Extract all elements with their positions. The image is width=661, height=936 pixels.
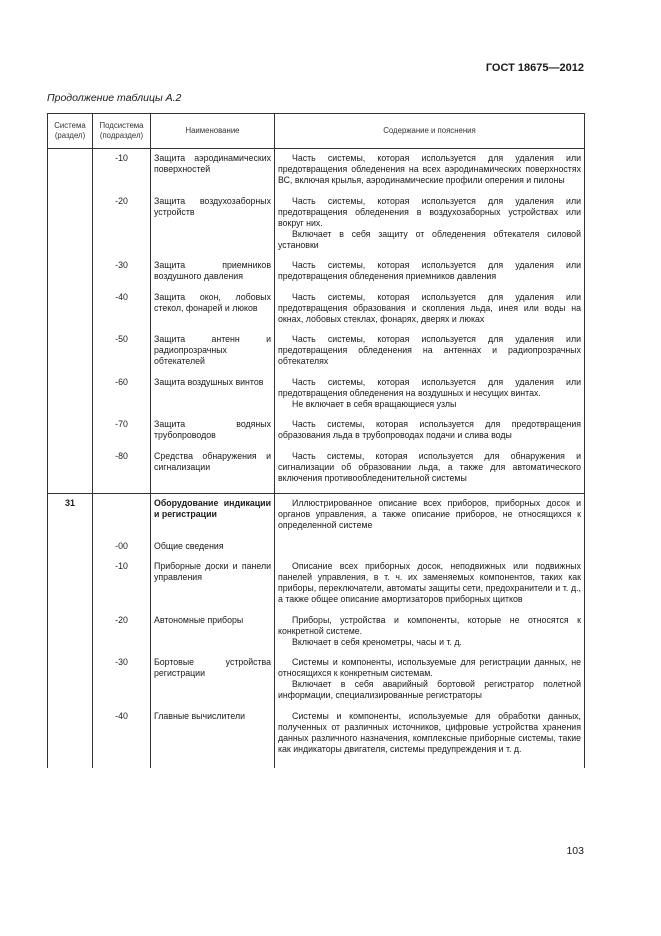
table-row <box>48 451 585 494</box>
table-row <box>48 541 585 562</box>
spacer-cell <box>93 764 151 768</box>
name-cell: Защита антенн и радиопрозрачных обтекателей <box>151 334 275 377</box>
subsystem-cell: -40 <box>93 292 151 335</box>
table-end-row <box>48 764 585 768</box>
subsystem-cell: -20 <box>93 615 151 658</box>
system-cell <box>48 711 93 765</box>
subsystem-cell: -50 <box>93 334 151 377</box>
description-paragraph: Часть системы, которая используется для удаления или предотвращения обледенения на воздушных и несущих винтах. <box>278 376 581 398</box>
description-paragraph: Часть системы, которая используется для обнаружения и сигнализации об образовании льда, а также для автоматического включения противообледенительной системы <box>278 450 581 483</box>
description-paragraph: Часть системы, которая используется для удаления или предотвращения обледенения в воздухозаборных устройствах или вокруг них. <box>278 195 581 228</box>
name-cell: Общие сведения <box>151 541 275 562</box>
description-paragraph: Часть системы, которая используется для удаления или предотвращения образования и скопления льда, инея или воды на окнах, лобовых стеклах, фонарях, дверях и люках <box>278 291 581 324</box>
subsystem-cell: -40 <box>93 711 151 765</box>
system-cell <box>48 657 93 711</box>
table-row <box>48 615 585 658</box>
name-cell: Защита окон, лобовых стекол, фонарей и люков <box>151 292 275 335</box>
description-cell <box>275 657 585 711</box>
description-paragraph: Не включает в себя вращающиеся узлы <box>292 398 457 409</box>
spacer-cell <box>48 764 93 768</box>
description-paragraph: Приборы, устройства и компоненты, которые не относятся к конкретной системе. <box>278 614 581 636</box>
name-cell: Главные вычислители <box>151 711 275 765</box>
subsystem-cell: -10 <box>93 153 151 196</box>
system-cell <box>48 419 93 451</box>
subsystem-cell: -30 <box>93 657 151 711</box>
standard-designation: ГОСТ 18675—2012 <box>485 62 584 74</box>
system-cell <box>48 615 93 658</box>
table-row <box>48 377 585 420</box>
table-row <box>48 711 585 765</box>
spacer-cell <box>275 764 585 768</box>
name-cell: Защита водяных трубопроводов <box>151 419 275 451</box>
table-row <box>48 419 585 451</box>
subsystem-cell: -80 <box>93 451 151 494</box>
table-row <box>48 334 585 377</box>
description-paragraph: Описание всех приборных досок, неподвижных или подвижных панелей управления, в т. ч. их заменяемых компонентов, таких как приборы, переключатели, автоматы защиты сети, предохранители и т. д., а также общее описание амортизаторов приборных щитков <box>278 561 581 604</box>
column-header-name: Наименование <box>151 114 275 149</box>
table-header-row <box>48 114 585 149</box>
description-paragraph: Включает в себя кренометры, часы и т. д. <box>292 636 462 647</box>
description-cell <box>275 451 585 494</box>
description-cell <box>275 419 585 451</box>
subsystem-cell: -20 <box>93 196 151 261</box>
system-cell <box>48 541 93 562</box>
table-row <box>48 196 585 261</box>
description-cell <box>275 711 585 765</box>
name-cell: Бортовые устройства регистрации <box>151 657 275 711</box>
column-header-description: Содержание и пояснения <box>275 114 585 149</box>
description-cell <box>275 260 585 292</box>
description-cell <box>275 292 585 335</box>
system-cell <box>48 377 93 420</box>
description-paragraph: Включает в себя аварийный бортовой регистратор полетной информации, специализированные регистраторы <box>278 679 581 700</box>
description-cell <box>275 377 585 420</box>
description-paragraph: Системы и компоненты, используемые для регистрации данных, не относящихся к конкретным системам. <box>278 657 581 678</box>
systems-table <box>47 113 585 768</box>
table-body <box>48 149 585 769</box>
system-cell <box>48 292 93 335</box>
name-cell: Приборные доски и панели управления <box>151 561 275 615</box>
name-cell: Автономные приборы <box>151 615 275 658</box>
description-cell <box>275 196 585 261</box>
subsystem-cell: -60 <box>93 377 151 420</box>
subsystem-cell: -70 <box>93 419 151 451</box>
system-cell <box>48 451 93 494</box>
table-row <box>48 292 585 335</box>
subsystem-cell <box>93 498 151 541</box>
subsystem-cell: -00 <box>93 541 151 562</box>
name-cell: Защита воздухозаборных устройств <box>151 196 275 261</box>
description-cell <box>275 541 585 562</box>
description-cell <box>275 334 585 377</box>
table-row <box>48 498 585 541</box>
subsystem-cell: -30 <box>93 260 151 292</box>
name-cell: Защита приемников воздушного давления <box>151 260 275 292</box>
system-cell <box>48 153 93 196</box>
description-cell <box>275 153 585 196</box>
name-cell: Защита воздушных винтов <box>151 377 275 420</box>
table-row <box>48 260 585 292</box>
description-cell <box>275 561 585 615</box>
system-cell <box>48 334 93 377</box>
name-cell: Защита аэродинамических поверхностей <box>151 153 275 196</box>
description-paragraph: Часть системы, которая используется для удаления или предотвращения обледенения на антеннах и радиопрозрачных обтекателях <box>278 334 581 366</box>
subsystem-cell: -10 <box>93 561 151 615</box>
description-paragraph: Иллюстрированное описание всех приборов, приборных досок и органов управления, а также описание приборов, не относящихся к определенной системе <box>278 498 581 530</box>
name-cell: Оборудование индикации и регистрации <box>151 498 275 541</box>
page-number: 103 <box>566 845 584 857</box>
system-cell: 31 <box>48 498 93 541</box>
system-cell <box>48 260 93 292</box>
description-paragraph: Часть системы, которая используется для предотвращения образования льда в трубопроводах подачи и слива воды <box>278 419 581 440</box>
table-row <box>48 153 585 196</box>
name-cell: Средства обнаружения и сигнализации <box>151 451 275 494</box>
system-cell <box>48 561 93 615</box>
description-cell <box>275 615 585 658</box>
table-row <box>48 657 585 711</box>
spacer-cell <box>151 764 275 768</box>
description-paragraph: Включает в себя защиту от обледенения обтекателя силовой установки <box>278 228 581 250</box>
table-caption: Продолжение таблицы А.2 <box>47 92 182 104</box>
table-row <box>48 561 585 615</box>
column-header-system: Система (раздел) <box>48 114 93 149</box>
system-cell <box>48 196 93 261</box>
description-paragraph: Системы и компоненты, используемые для обработки данных, полученных от различных источников, цифровые устройства хранения данных различного назначения, комплексные приборные системы, такие как индикаторы двигателя, системы предупреждения и т. д. <box>278 710 581 754</box>
description-cell <box>275 498 585 541</box>
description-paragraph: Часть системы, которая используется для удаления или предотвращения обледенения приемников давления <box>278 260 581 281</box>
column-header-subsystem: Подсистема (подраздел) <box>93 114 151 149</box>
description-paragraph: Часть системы, которая используется для удаления или предотвращения обледенения на всех аэродинамических поверхностях ВС, включая крылья, аэродинамические профили оперения и пилоны <box>278 153 581 185</box>
